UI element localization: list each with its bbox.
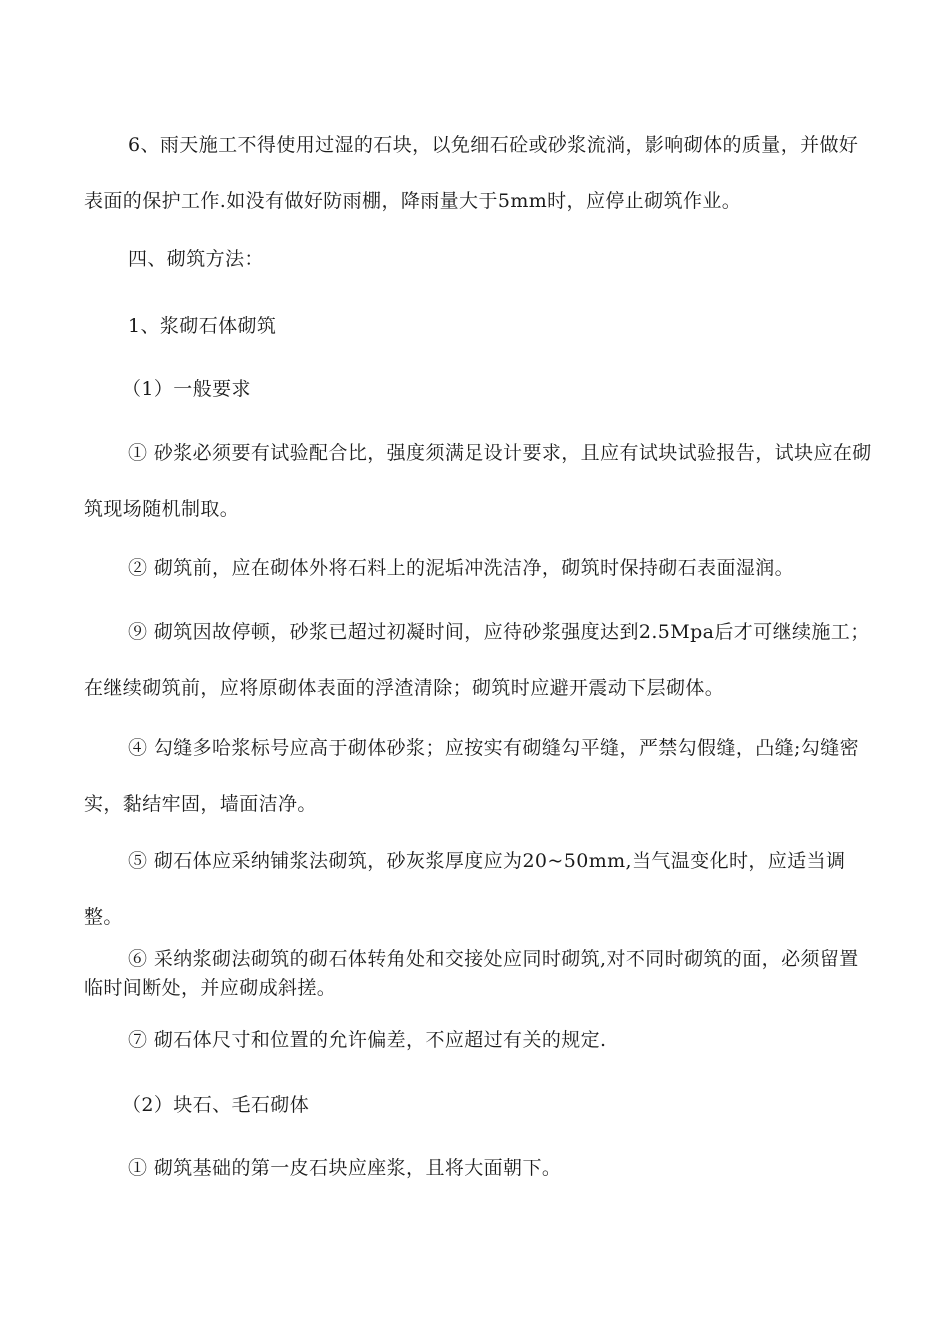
paragraph-corner-junction: ⑥ 采纳浆砌法砌筑的砌石体转角处和交接处应同时砌筑,对不同时砌筑的面，必须留置临时间断处，并应砌成斜搓。 <box>84 948 859 999</box>
subheading-general-requirements: （1）一般要求 <box>122 378 251 400</box>
paragraph-foundation-first-course: ① 砌筑基础的第一皮石块应座浆，且将大面朝下。 <box>128 1157 562 1179</box>
subheading-mortar-stone-masonry: 1、浆砌石体砌筑 <box>128 315 277 337</box>
paragraph-mortar-mix-ratio: ① 砂浆必须要有试验配合比，强度须满足设计要求，且应有试块试验报告，试块应在砌筑现场随机制取。 <box>84 442 872 520</box>
paragraph-bedding-mortar: ⑤ 砌石体应采纳铺浆法砌筑，砂灰浆厚度应为20~50mm,当气温变化时，应适当调整。 <box>84 850 846 928</box>
paragraph-construction-pause: ⑨ 砌筑因故停顿，砂浆已超过初凝时间，应待砂浆强度达到2.5Mpa后才可继续施工；在继续砌筑前，应将原砌体表面的浮渣清除；砌筑时应避开震动下层砌体。 <box>84 621 870 699</box>
subheading-block-rubble-masonry: （2）块石、毛石砌体 <box>122 1094 310 1116</box>
paragraph-clean-stone: ② 砌筑前，应在砌体外将石料上的泥垢冲洗洁净，砌筑时保持砌石表面湿润。 <box>128 557 795 579</box>
paragraph-tolerance: ⑦ 砌石体尺寸和位置的允许偏差，不应超过有关的规定. <box>128 1029 607 1051</box>
paragraph-rain-construction: 6、雨天施工不得使用过湿的石块，以免细石砼或砂浆流淌，影响砌体的质量，并做好表面的保护工作.如没有做好防雨棚，降雨量大于5mm时，应停止砌筑作业。 <box>84 134 859 212</box>
paragraph-joint-pointing: ④ 勾缝多哈浆标号应高于砌体砂浆；应按实有砌缝勾平缝，严禁勾假缝，凸缝;勾缝密实，黏结牢固，墙面洁净。 <box>84 737 860 815</box>
section-heading-masonry-method: 四、砌筑方法： <box>128 248 264 270</box>
